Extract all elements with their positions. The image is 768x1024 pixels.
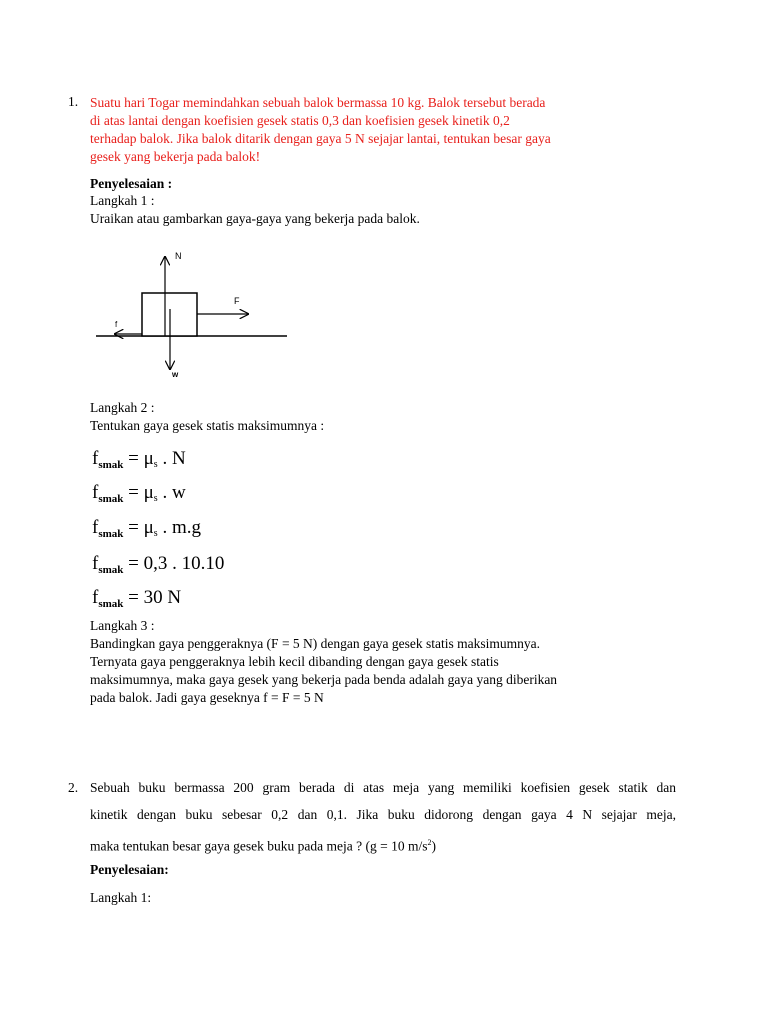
eq-mu-sub: s bbox=[153, 528, 158, 539]
eq-sub: smak bbox=[98, 564, 124, 576]
eq-sub: smak bbox=[98, 598, 124, 610]
q1-solution-heading: Penyelesaian : bbox=[90, 176, 173, 191]
label-N: N bbox=[175, 251, 182, 261]
q2-question-line-1: Sebuah buku bermassa 200 gram berada di atas meja yang memiliki koefisien gesek statik dan bbox=[90, 780, 676, 795]
label-F: F bbox=[234, 296, 240, 306]
label-w: w bbox=[172, 370, 179, 379]
q1-step3-line-4: pada balok. Jadi gaya geseknya f = F = 5 N bbox=[90, 690, 324, 705]
eq-f: f bbox=[92, 517, 99, 538]
q2-question-line-3 bbox=[90, 834, 436, 855]
equation-4 bbox=[92, 553, 224, 577]
q1-number: 1. bbox=[68, 94, 79, 109]
q2-superscript: 2 bbox=[427, 838, 432, 847]
eq-sub: smak bbox=[98, 459, 124, 471]
force-diagram bbox=[90, 245, 295, 390]
q2-step1-label: Langkah 1: bbox=[90, 890, 152, 905]
q1-step3-line-2: Ternyata gaya penggeraknya lebih kecil dibanding dengan gaya gesek statis bbox=[90, 654, 499, 669]
q1-step3-line-3: maksimumnya, maka gaya gesek yang bekerja pada benda adalah gaya yang diberikan bbox=[90, 672, 558, 687]
q1-question-line-4: gesek yang bekerja pada balok! bbox=[90, 149, 261, 164]
eq-rhs-suffix: . m.g bbox=[157, 517, 201, 538]
eq-rhs-suffix: . w bbox=[157, 482, 186, 503]
q1-step2-text: Tentukan gaya gesek statis maksimumnya : bbox=[90, 418, 325, 433]
equation-3 bbox=[92, 517, 201, 542]
q1-question-line-2: di atas lantai dengan koefisien gesek statis 0,3 dan koefisien gesek kinetik 0,2 bbox=[90, 113, 510, 128]
eq-rhs: = μ bbox=[123, 448, 154, 469]
eq-rhs: = 0,3 . 10.10 bbox=[123, 553, 225, 574]
eq-rhs: = μ bbox=[123, 482, 154, 503]
q1-step2-label: Langkah 2 : bbox=[90, 400, 155, 415]
eq-f: f bbox=[92, 448, 99, 469]
q2-solution-heading: Penyelesaian: bbox=[90, 862, 169, 877]
equation-5 bbox=[92, 587, 181, 611]
eq-rhs: = μ bbox=[123, 517, 154, 538]
eq-mu-sub: s bbox=[153, 493, 158, 504]
q2-number: 2. bbox=[68, 780, 79, 795]
eq-rhs-suffix: . N bbox=[157, 448, 186, 469]
q2-question-line-2: kinetik dengan buku sebesar 0,2 dan 0,1. Jika buku didorong dengan gaya 4 N sejajar meja, bbox=[90, 807, 676, 822]
q1-step3-label: Langkah 3 : bbox=[90, 618, 155, 633]
q2-question-line-3-text: maka tentukan besar gaya gesek buku pada meja ? (g = 10 m/s bbox=[90, 838, 428, 854]
q1-question-line-1: Suatu hari Togar memindahkan sebuah balok bermassa 10 kg. Balok tersebut berada bbox=[90, 95, 546, 110]
q1-step1-text: Uraikan atau gambarkan gaya-gaya yang bekerja pada balok. bbox=[90, 211, 420, 226]
q1-step3-line-1: Bandingkan gaya penggeraknya (F = 5 N) dengan gaya gesek statis maksimumnya. bbox=[90, 636, 540, 651]
eq-mu-sub: s bbox=[153, 459, 158, 470]
eq-f: f bbox=[92, 587, 99, 608]
label-f: f bbox=[115, 320, 118, 329]
equation-2 bbox=[92, 482, 186, 507]
eq-f: f bbox=[92, 482, 99, 503]
eq-sub: smak bbox=[98, 493, 124, 505]
eq-f: f bbox=[92, 553, 99, 574]
equation-1 bbox=[92, 448, 186, 473]
eq-sub: smak bbox=[98, 528, 124, 540]
q1-question-line-3: terhadap balok. Jika balok ditarik dengan gaya 5 N sejajar lantai, tentukan besar gaya bbox=[90, 131, 551, 146]
q2-question-line-3-end: ) bbox=[431, 838, 436, 854]
q1-step1-label: Langkah 1 : bbox=[90, 193, 155, 208]
eq-rhs: = 30 N bbox=[123, 587, 182, 608]
